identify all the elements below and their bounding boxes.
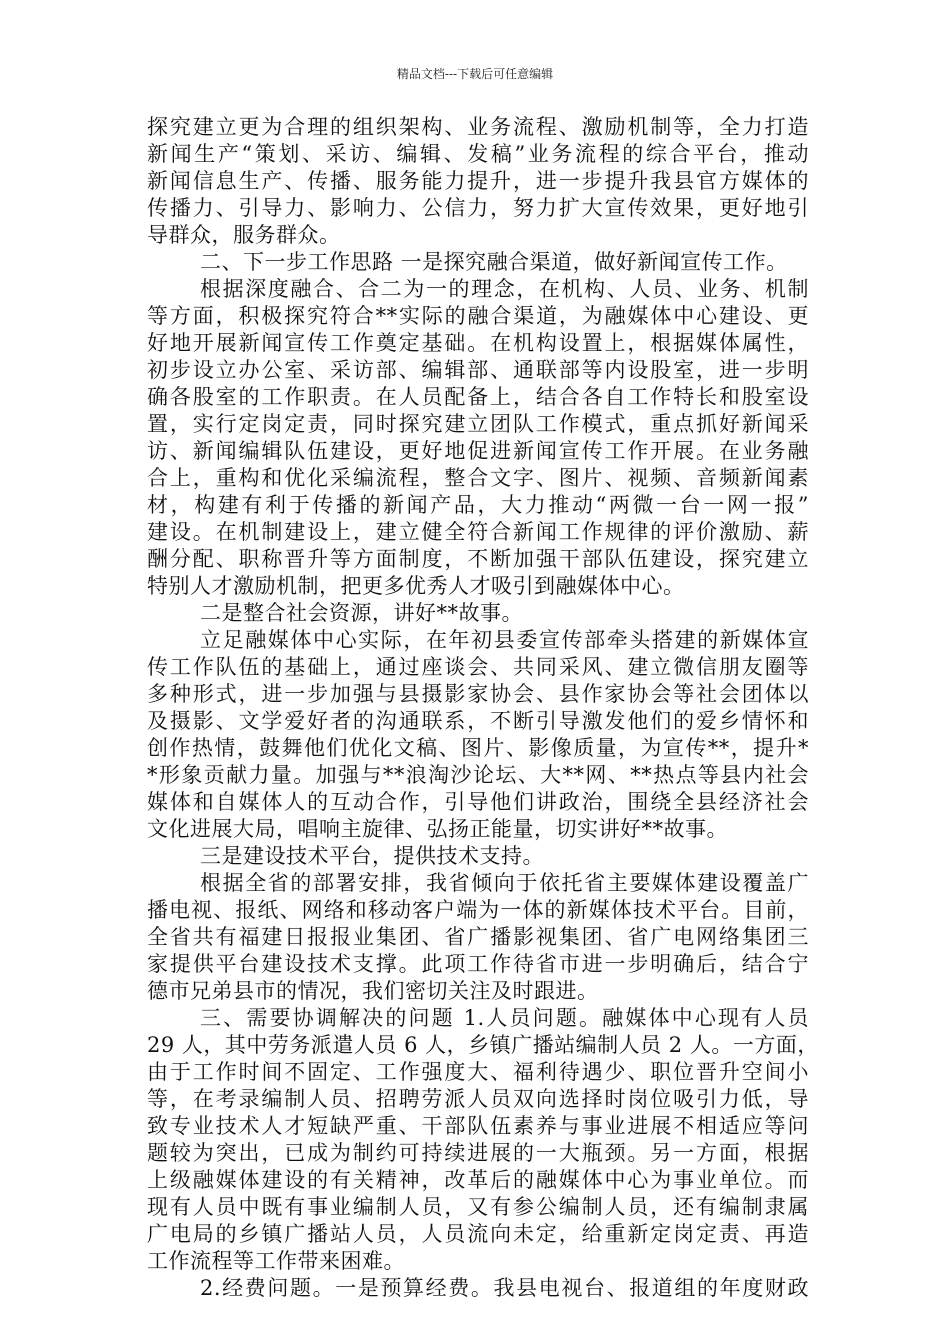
- section-heading: 三是建设技术平台，提供技术支持。: [200, 844, 544, 868]
- text-line: 置，实行定岗定责，同时探究建立团队工作模式，重点抓好新闻采: [147, 412, 809, 436]
- text-line: 好地开展新闻宣传工作奠定基础。在机构设置上，根据媒体属性，: [147, 331, 809, 355]
- text-line: 全省共有福建日报报业集团、省广播影视集团、省广电网络集团三: [147, 925, 809, 949]
- text-line: 材，构建有利于传播的新闻产品，大力推动“两微一台一网一报”: [147, 493, 809, 517]
- text-line: 现有人员中既有事业编制人员，又有参公编制人员，还有编制隶属: [147, 1195, 809, 1219]
- text-line: 导群众，服务群众。: [147, 223, 341, 247]
- text-line: 酬分配、职称晋升等方面制度，不断加强干部队伍建设，探究建立: [147, 547, 809, 571]
- text-line: 由于工作时间不固定、工作强度大、福利待遇少、职位晋升空间小: [147, 1060, 809, 1084]
- text-line: 文化进展大局，唱响主旋律、弘扬正能量，切实讲好**故事。: [147, 817, 728, 841]
- text-line: 建设。在机制建设上，建立健全符合新闻工作规律的评价激励、薪: [147, 520, 809, 544]
- text-line: 致专业技术人才短缺严重、干部队伍素养与事业进展不相适应等问: [147, 1114, 809, 1138]
- text-line: 德市兄弟县市的情况，我们密切关注及时跟进。: [147, 979, 599, 1003]
- page-header: 精品文档---下载后可任意编辑: [396, 67, 554, 81]
- text-line: 家提供平台建设技术支撑。此项工作待省市进一步明确后，结合宁: [147, 952, 809, 976]
- document-body: [147, 114, 819, 1302]
- text-line: 多种形式，进一步加强与县摄影家协会、县作家协会等社会团体以: [147, 682, 809, 706]
- text-line: 合上，重构和优化采编流程，整合文字、图片、视频、音频新闻素: [147, 466, 809, 490]
- text-line: 立足融媒体中心实际，在年初县委宣传部牵头搭建的新媒体宣: [200, 628, 809, 652]
- text-line: 播电视、报纸、网络和移动客户端为一体的新媒体技术平台。目前，: [147, 898, 809, 922]
- text-line: 确各股室的工作职责。在人员配备上，结合各自工作特长和股室设: [147, 385, 809, 409]
- text-line: 新闻生产“策划、采访、编辑、发稿”业务流程的综合平台，推动: [147, 142, 809, 166]
- text-line: 及摄影、文学爱好者的沟通联系，不断引导激发他们的爱乡情怀和: [147, 709, 809, 733]
- text-line: 传工作队伍的基础上，通过座谈会、共同采风、建立微信朋友圈等: [147, 655, 809, 679]
- text-line: 等方面，积极探究符合**实际的融合渠道，为融媒体中心建设、更: [147, 304, 809, 328]
- section-heading: 二是整合社会资源，讲好**故事。: [200, 601, 523, 625]
- text-line: *形象贡献力量。加强与**浪淘沙论坛、大**网、**热点等县内社会: [147, 763, 809, 787]
- text-line: 29 人，其中劳务派遣人员 6 人，乡镇广播站编制人员 2 人。一方面，: [147, 1033, 819, 1057]
- text-line: 媒体和自媒体人的互动合作，引导他们讲政治，围绕全县经济社会: [147, 790, 809, 814]
- text-line: 等，在考录编制人员、招聘劳派人员双向选择时岗位吸引力低，导: [147, 1087, 809, 1111]
- section-heading: 二、下一步工作思路 一是探究融合渠道，做好新闻宣传工作。: [200, 250, 788, 274]
- text-line: 2.经费问题。一是预算经费。我县电视台、报道组的年度财政: [200, 1276, 809, 1300]
- text-line: 探究建立更为合理的组织架构、业务流程、激励机制等，全力打造: [147, 115, 809, 139]
- text-line: 创作热情，鼓舞他们优化文稿、图片、影像质量，为宣传**，提升*: [147, 736, 809, 760]
- section-heading: 三、需要协调解决的问题 1.人员问题。融媒体中心现有人员: [200, 1006, 809, 1030]
- text-line: 特别人才激励机制，把更多优秀人才吸引到融媒体中心。: [147, 574, 685, 598]
- text-line: 广电局的乡镇广播站人员，人员流向未定，给重新定岗定责、再造: [147, 1222, 809, 1246]
- text-line: 新闻信息生产、传播、服务能力提升，进一步提升我县官方媒体的: [147, 169, 809, 193]
- text-line: 根据深度融合、合二为一的理念，在机构、人员、业务、机制: [200, 277, 809, 301]
- text-line: 传播力、引导力、影响力、公信力，努力扩大宣传效果，更好地引: [147, 196, 809, 220]
- text-line: 访、新闻编辑队伍建设，更好地促进新闻宣传工作开展。在业务融: [147, 439, 809, 463]
- text-line: 题较为突出，已成为制约可持续进展的一大瓶颈。另一方面，根据: [147, 1141, 809, 1165]
- text-line: 根据全省的部署安排，我省倾向于依托省主要媒体建设覆盖广: [200, 871, 809, 895]
- text-line: 工作流程等工作带来困难。: [147, 1249, 405, 1273]
- text-line: 初步设立办公室、采访部、编辑部、通联部等内设股室，进一步明: [147, 358, 809, 382]
- text-line: 上级融媒体建设的有关精神，改革后的融媒体中心为事业单位。而: [147, 1168, 809, 1192]
